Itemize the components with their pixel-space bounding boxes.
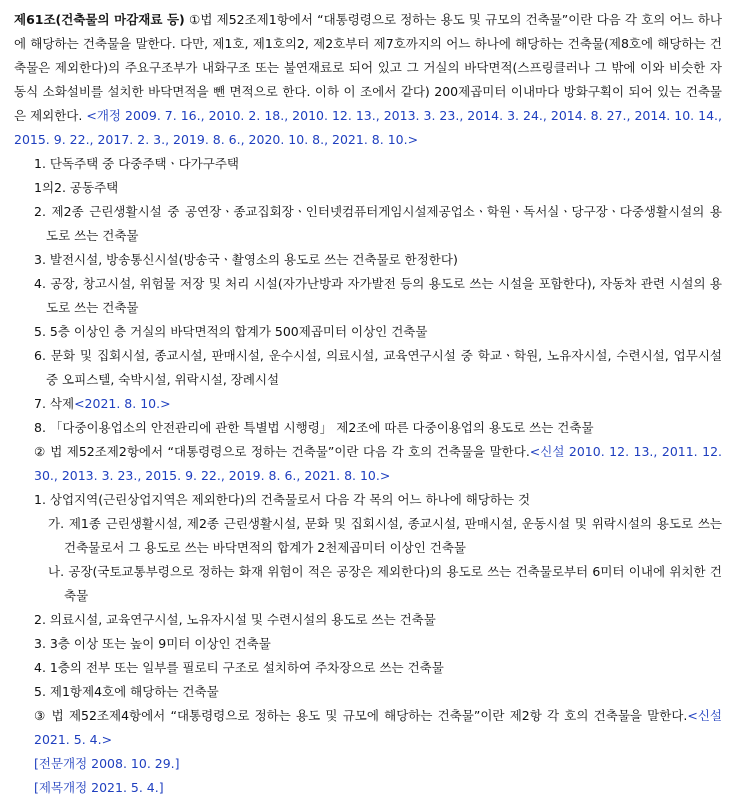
sub-item	[14, 512, 722, 560]
item-text: 가. 제1종 근린생활시설, 제2종 근린생활시설, 문화 및 집회시설, 종교시설, 판매시설, 운동시설 및 위락시설의 용도로 쓰는 건축물로서 그 용도로 쓰는 바닥면적의 합계가 2천제곱미터 이상인 건축물	[48, 516, 722, 555]
revision-note: [전문개정 2008. 10. 29.]	[34, 756, 180, 771]
list-item	[14, 176, 722, 200]
item-text: 6. 문화 및 집회시설, 종교시설, 판매시설, 운수시설, 의료시설, 교육연구시설 중 학교ㆍ학원, 노유자시설, 수련시설, 업무시설 중 오피스텔, 숙박시설, 위락시설, 장례시설	[34, 348, 722, 387]
list-item	[14, 248, 722, 272]
amendment-note: <신설 2010. 12. 13., 2011. 12. 30., 2013. 3. 23., 2015. 9. 22., 2019. 8. 6., 2021. 8. 10.>	[34, 444, 723, 483]
item-text: 2. 제2종 근린생활시설 중 공연장ㆍ종교집회장ㆍ인터넷컴퓨터게임시설제공업소ㆍ학원ㆍ독서실ㆍ당구장ㆍ다중생활시설의 용도로 쓰는 건축물	[34, 204, 722, 243]
paragraph-1	[14, 8, 722, 152]
amendment-note: <개정 2009. 7. 16., 2010. 2. 18., 2010. 12. 13., 2013. 3. 23., 2014. 3. 24., 2014. 8. 27., 2014. 10. 14., 2015. 9. 22., 2017. 2. 3., 2019. 8. 6., 2020. 10. 8., 2021. 8. 10.>	[14, 108, 722, 147]
item-text: 1의2. 공동주택	[34, 180, 119, 195]
item-text: 1. 단독주택 중 다중주택ㆍ다가구주택	[34, 156, 239, 171]
list-item	[14, 416, 722, 440]
list-item	[14, 680, 722, 704]
list-item	[14, 656, 722, 680]
list-item	[14, 392, 722, 416]
paragraph-1-text: ①법 제52조제1항에서 “대통령령으로 정하는 용도 및 규모의 건축물”이란 다음 각 호의 어느 하나에 해당하는 건축물을 말한다. 다만, 제1호, 제1호의2, 제2호부터 제7호까지의 어느 하나에 해당하는 건축물(제8호에 해당하는 건축물은 제외한다)의 주요구조부가 내화구조 또는 불연재료로 되어 있고 그 거실의 바닥면적(스프링클러나 그 밖에 이와 비슷한 자동식 소화설비를 설치한 바닥면적을 뺀 면적으로 한다. 이하 이 조에서 같다) 200제곱미터 이내마다 방화구획이 되어 있는 건축물은 제외한다.	[14, 12, 722, 123]
item-text: 8. 「다중이용업소의 안전관리에 관한 특별법 시행령」 제2조에 따른 다중이용업의 용도로 쓰는 건축물	[34, 420, 594, 435]
list-item	[14, 632, 722, 656]
item-text: 1. 상업지역(근린상업지역은 제외한다)의 건축물로서 다음 각 목의 어느 하나에 해당하는 것	[34, 492, 531, 507]
item-text: 5. 5층 이상인 층 거실의 바닥면적의 합계가 500제곱미터 이상인 건축물	[34, 324, 428, 339]
paragraph-3-text: ③ 법 제52조제4항에서 “대통령령으로 정하는 용도 및 규모에 해당하는 건축물”이란 제2항 각 호의 건축물을 말한다.	[34, 708, 688, 723]
item-text: 7. 삭제	[34, 396, 75, 411]
list-item	[14, 344, 722, 392]
list-item	[14, 608, 722, 632]
list-item	[14, 320, 722, 344]
list-item	[14, 152, 722, 176]
item-text: 나. 공장(국토교통부령으로 정하는 화재 위험이 적은 공장은 제외한다)의 용도로 쓰는 건축물로부터 6미터 이내에 위치한 건축물	[48, 564, 722, 603]
paragraph-3	[14, 704, 722, 752]
list-item	[14, 200, 722, 248]
item-text: 2. 의료시설, 교육연구시설, 노유자시설 및 수련시설의 용도로 쓰는 건축물	[34, 612, 436, 627]
item-text: 3. 3층 이상 또는 높이 9미터 이상인 건축물	[34, 636, 271, 651]
revision-note: [제목개정 2021. 5. 4.]	[34, 780, 164, 795]
item-text: 3. 발전시설, 방송통신시설(방송국ㆍ촬영소의 용도로 쓰는 건축물로 한정한다)	[34, 252, 458, 267]
list-item	[14, 488, 722, 512]
amendment-note: <2021. 8. 10.>	[74, 396, 171, 411]
paragraph-2-text: ② 법 제52조제2항에서 “대통령령으로 정하는 건축물”이란 다음 각 호의 건축물을 말한다.	[34, 444, 530, 459]
list-item	[14, 272, 722, 320]
item-text: 5. 제1항제4호에 해당하는 건축물	[34, 684, 219, 699]
article-title: 제61조(건축물의 마감재료 등)	[14, 12, 185, 27]
sub-item	[14, 560, 722, 608]
item-text: 4. 공장, 창고시설, 위험물 저장 및 처리 시설(자가난방과 자가발전 등의 용도로 쓰는 시설을 포함한다), 자동차 관련 시설의 용도로 쓰는 건축물	[34, 276, 722, 315]
amendment-note: <신설 2021. 5. 4.>	[34, 708, 722, 747]
paragraph-2	[14, 440, 722, 488]
item-text: 4. 1층의 전부 또는 일부를 필로티 구조로 설치하여 주차장으로 쓰는 건축물	[34, 660, 444, 675]
